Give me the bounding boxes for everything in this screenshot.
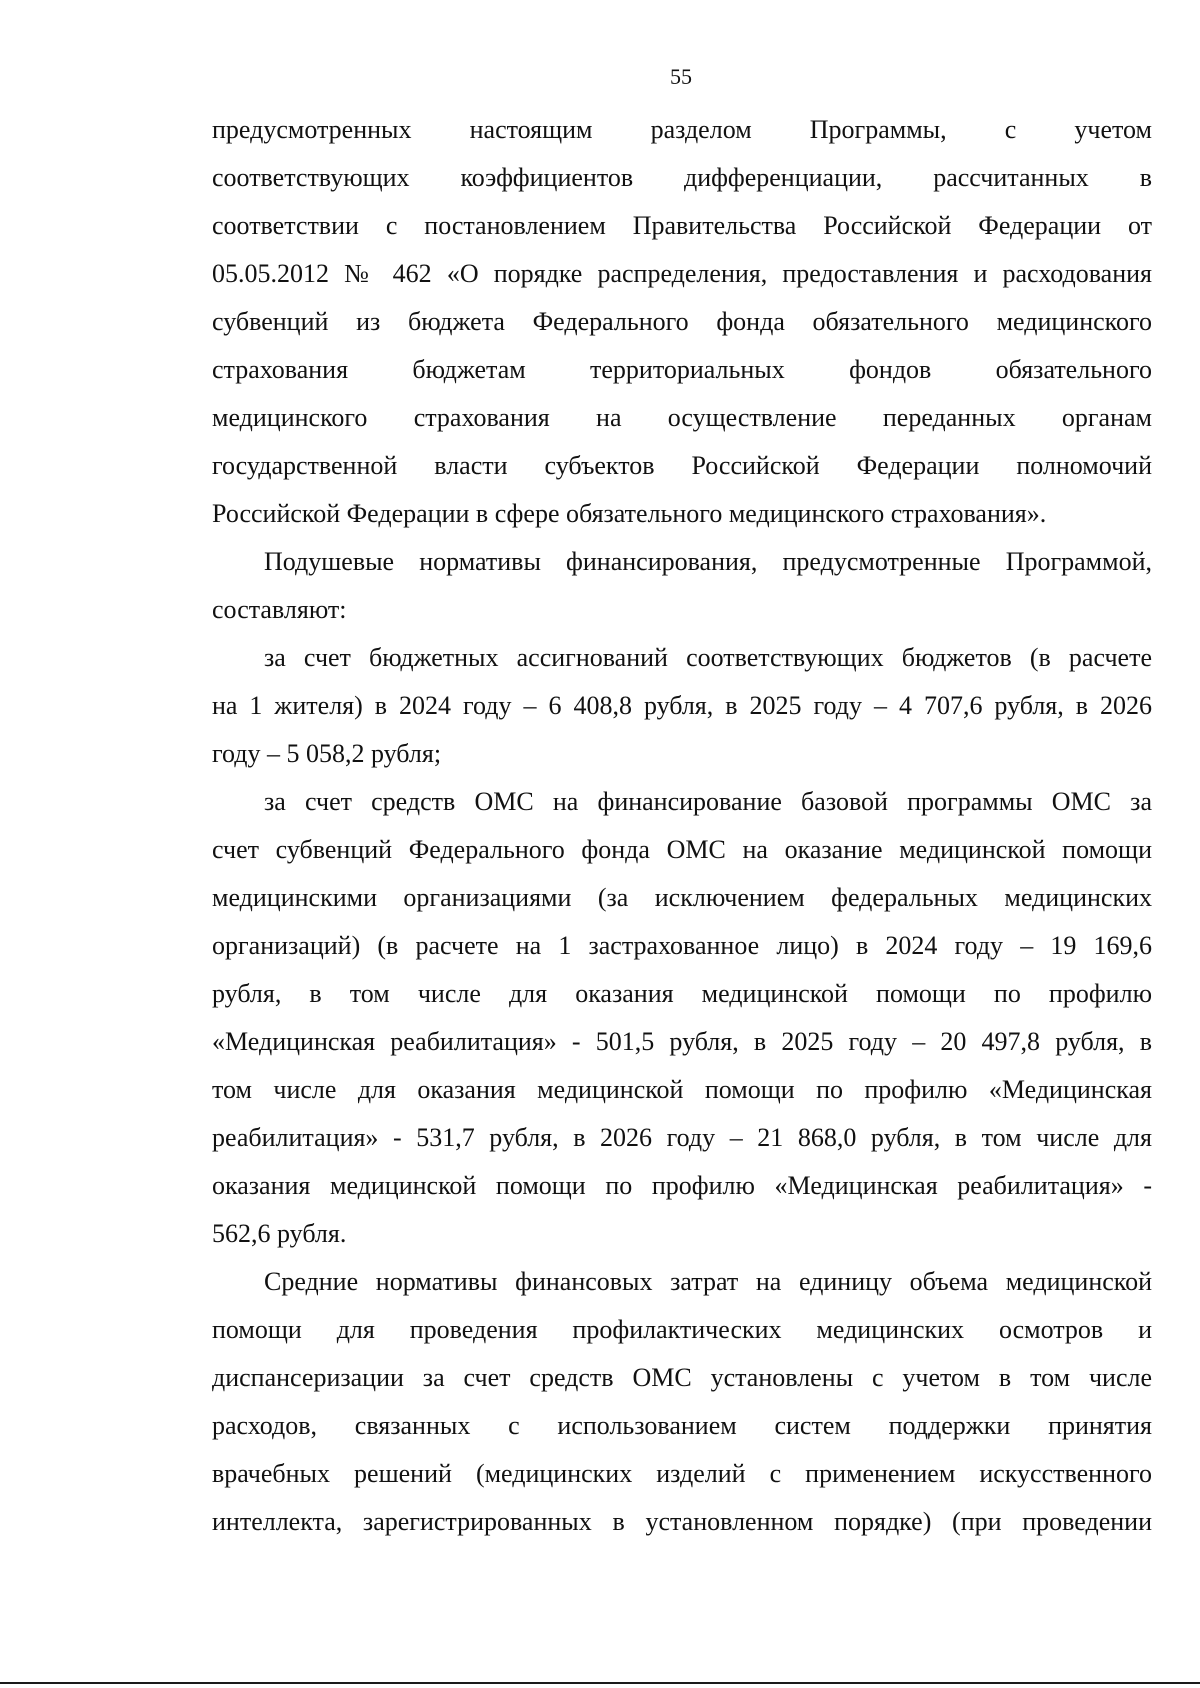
text-line: диспансеризации за счет средств ОМС установлены с учетом в том числе (212, 1363, 1152, 1392)
text-line: врачебных решений (медицинских изделий с применением искусственного (212, 1459, 1152, 1488)
text-line: субвенций из бюджета Федерального фонда обязательного медицинского (212, 307, 1152, 336)
text-line: оказания медицинской помощи по профилю «Медицинская реабилитация» - (212, 1171, 1152, 1200)
text-line: соответствии с постановлением Правительства Российской Федерации от (212, 211, 1152, 240)
text-line: за счет средств ОМС на финансирование базовой программы ОМС за (264, 787, 1152, 816)
text-line: помощи для проведения профилактических медицинских осмотров и (212, 1315, 1152, 1344)
text-line: за счет бюджетных ассигнований соответствующих бюджетов (в расчете (264, 643, 1152, 672)
text-line: государственной власти субъектов Российской Федерации полномочий (212, 451, 1152, 480)
text-line: Подушевые нормативы финансирования, предусмотренные Программой, (264, 547, 1152, 576)
text-line: интеллекта, зарегистрированных в установленном порядке) (при проведении (212, 1507, 1152, 1536)
text-line: предусмотренных настоящим разделом Программы, с учетом (212, 115, 1152, 144)
text-line: на 1 жителя) в 2024 году – 6 408,8 рубля, в 2025 году – 4 707,6 рубля, в 2026 (212, 691, 1152, 720)
scan-bottom-edge (0, 1682, 1200, 1684)
paragraph-oms-funding (212, 778, 1152, 1258)
page-number: 55 (670, 64, 692, 89)
paragraph-average-cost-norms (212, 1258, 1152, 1546)
text-line: том числе для оказания медицинской помощи по профилю «Медицинская (212, 1075, 1152, 1104)
text-line: Средние нормативы финансовых затрат на единицу объема медицинской (264, 1267, 1152, 1296)
text-line: рубля, в том числе для оказания медицинской помощи по профилю (212, 979, 1152, 1008)
document-body (212, 106, 1152, 1546)
text-line: 562,6 рубля. (212, 1219, 347, 1248)
text-line: соответствующих коэффициентов дифференциации, рассчитанных в (212, 163, 1152, 192)
text-line: расходов, связанных с использованием систем поддержки принятия (212, 1411, 1152, 1440)
text-line: медицинского страхования на осуществление переданных органам (212, 403, 1152, 432)
paragraph-budget-allocations (212, 634, 1152, 778)
text-line: счет субвенций Федерального фонда ОМС на оказание медицинской помощи (212, 835, 1152, 864)
text-line: организаций) (в расчете на 1 застрахованное лицо) в 2024 году – 19 169,6 (212, 931, 1152, 960)
text-line: Российской Федерации в сфере обязательного медицинского страхования». (212, 499, 1047, 528)
text-line: 05.05.2012 № 462 «О порядке распределения, предоставления и расходования (212, 259, 1152, 288)
text-line: составляют: (212, 595, 347, 624)
paragraph-per-capita-norms (212, 538, 1152, 634)
text-line: медицинскими организациями (за исключением федеральных медицинских (212, 883, 1152, 912)
text-line: «Медицинская реабилитация» - 501,5 рубля, в 2025 году – 20 497,8 рубля, в (212, 1027, 1152, 1056)
text-line: страхования бюджетам территориальных фондов обязательного (212, 355, 1152, 384)
paragraph-subvention-continuation (212, 106, 1152, 538)
text-line: реабилитация» - 531,7 рубля, в 2026 году – 21 868,0 рубля, в том числе для (212, 1123, 1152, 1152)
text-line: году – 5 058,2 рубля; (212, 739, 442, 768)
